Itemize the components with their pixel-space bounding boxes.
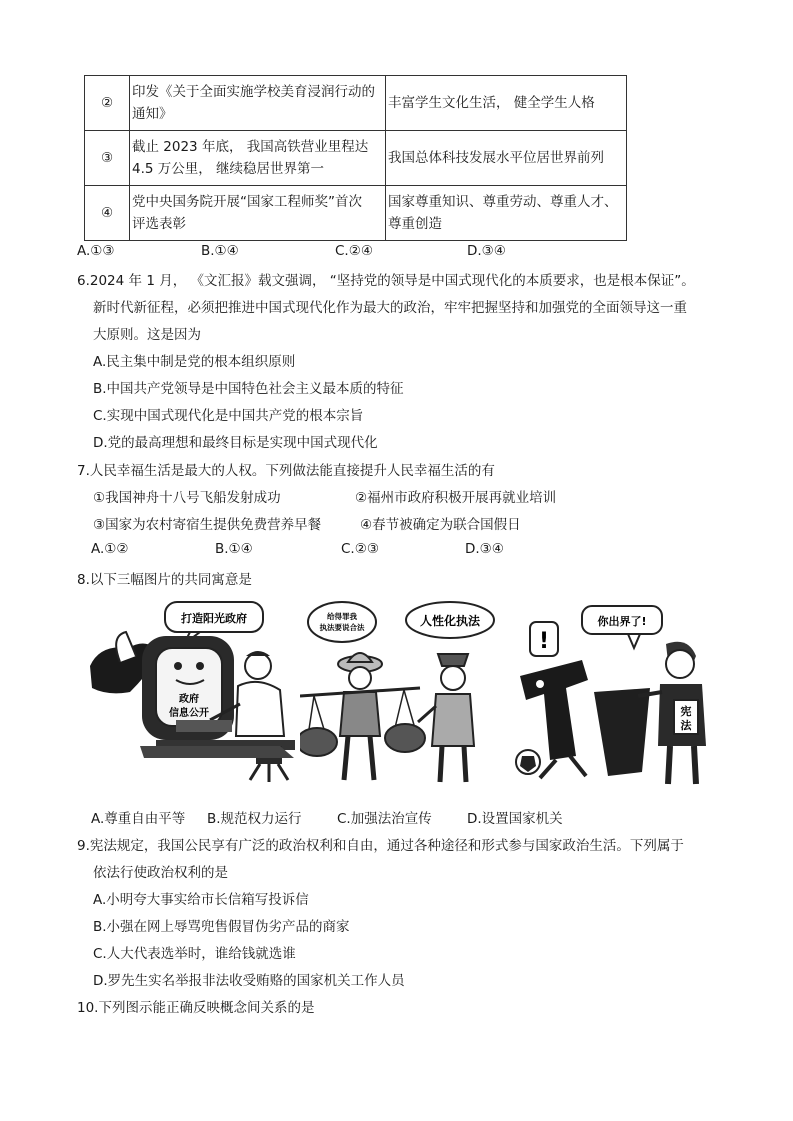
speech-bubble-tail [628, 634, 640, 648]
officer-legs [440, 746, 466, 782]
farmer-head [349, 667, 371, 689]
panel2-left-bubble-line2: 执法要说合法 [319, 623, 365, 632]
q6-option-a: A.民主集中制是党的根本组织原则 [93, 354, 296, 370]
q9-option-b: B.小强在网上辱骂兜售假冒伪劣产品的商家 [93, 919, 350, 935]
q7-option-c: C.②③ [341, 541, 379, 557]
q5-option-c: C.②④ [335, 243, 373, 259]
q7-item-3: ③国家为农村寄宿生提供免费营养早餐 [93, 517, 322, 533]
q5-option-d: D.③④ [467, 243, 506, 259]
q7-item-2: ②福州市政府积极开展再就业培训 [355, 490, 557, 506]
q8-option-a: A.尊重自由平等 [91, 811, 186, 827]
farmer-hat-crown [348, 653, 372, 662]
panel3-exclaim: ! [538, 629, 550, 654]
farmer-body [340, 692, 380, 736]
person-head [245, 653, 271, 679]
officer-head [441, 666, 465, 690]
referee-head [666, 650, 694, 678]
q6-option-b: B.中国共产党领导是中国特色社会主义最本质的特征 [93, 381, 404, 397]
letter-t-character [520, 660, 588, 760]
screen-eye-right [196, 662, 204, 670]
q7-item-1: ①我国神舟十八号飞船发射成功 [93, 490, 281, 506]
q8-stem: 8.以下三幅图片的共同寓意是 [77, 572, 252, 588]
row-number: ③ [85, 131, 130, 186]
q6-option-d: D.党的最高理想和最终目标是实现中国式现代化 [93, 435, 378, 451]
q9-option-c: C.人大代表选举时，谁给钱就选谁 [93, 946, 296, 962]
q5-option-a: A.①③ [77, 243, 115, 259]
person-body [236, 682, 284, 736]
table-row [85, 131, 627, 186]
panel3-badge-line1: 宪 [680, 705, 692, 718]
q9-option-d: D.罗先生实名举报非法收受贿赂的国家机关工作人员 [93, 973, 405, 989]
meaning-cell: 丰富学生文化生活， 健全学生人格 [386, 76, 627, 131]
screen-eye-left [174, 662, 182, 670]
fruit-basket-right [385, 724, 425, 752]
answer-table [84, 75, 627, 241]
character-eye [536, 680, 544, 688]
keyboard [176, 720, 232, 732]
cartoon-government-info-panel [80, 596, 295, 788]
q7-item-4: ④春节被确定为联合国假日 [360, 517, 521, 533]
q6-stem-line2: 新时代新征程，必须把推进中国式现代化作为最大的政治，牢牢把握坚持和加强党的全面领导这一重 [93, 300, 687, 316]
table-row [85, 186, 627, 241]
q8-option-b: B.规范权力运行 [207, 811, 302, 827]
character-legs [540, 756, 586, 778]
speech-bubble-left [308, 602, 376, 642]
q7-option-a: A.①② [91, 541, 129, 557]
cartoon-law-enforcement-panel [300, 596, 500, 788]
q8-option-d: D.设置国家机关 [467, 811, 563, 827]
q5-option-b: B.①④ [201, 243, 239, 259]
q6-option-c: C.实现中国式现代化是中国共产党的根本宗旨 [93, 408, 364, 424]
panel1-screen-line1: 政府 [179, 694, 199, 705]
officer-body [432, 694, 474, 746]
q9-option-a: A.小明夸大事实给市长信箱写投诉信 [93, 892, 309, 908]
penalty-card [594, 688, 650, 776]
q9-stem-line2: 依法行使政治权利的是 [93, 865, 228, 881]
panel3-bubble-text: 你出界了! [597, 615, 647, 628]
q7-option-d: D.③④ [465, 541, 504, 557]
referee-legs [668, 746, 696, 784]
chair-legs [250, 764, 288, 782]
fruit-basket-left [300, 728, 337, 756]
panel1-screen-line2: 信息公开 [169, 708, 209, 719]
q8-option-c: C.加强法治宣传 [337, 811, 432, 827]
event-cell: 截止 2023 年底， 我国高铁营业里程达 4.5 万公里， 继续稳居世界第一 [130, 131, 386, 186]
q10-stem: 10.下列图示能正确反映概念间关系的是 [77, 1000, 315, 1016]
row-number: ② [85, 76, 130, 131]
meaning-cell: 我国总体科技发展水平位居世界前列 [386, 131, 627, 186]
q6-stem-line1: 6.2024 年 1 月， 《文汇报》载文强调， “坚持党的领导是中国式现代化的本质要求，也是根本保证”。 [77, 273, 695, 289]
cartoon-constitution-referee-panel [510, 596, 720, 788]
person-hair [246, 651, 270, 656]
q9-stem-line1: 9.宪法规定，我国公民享有广泛的政治权利和自由，通过各种途径和形式参与国家政治生活。下列属于 [77, 838, 684, 854]
officer-cap [438, 654, 468, 666]
meaning-cell: 国家尊重知识、尊重劳动、尊重人才、 尊重创造 [386, 186, 627, 241]
panel2-right-bubble-text: 人性化执法 [419, 614, 481, 628]
q6-stem-line3: 大原则。这是因为 [93, 327, 201, 343]
q7-stem: 7.人民幸福生活是最大的人权。下列做法能直接提升人民幸福生活的有 [77, 463, 495, 479]
desk-shadow [140, 746, 294, 758]
panel3-badge-line2: 法 [680, 719, 692, 732]
panel2-left-bubble-line1: 给得罪我 [327, 612, 357, 621]
event-cell: 党中央国务院开展“国家工程师奖”首次 评选表彰 [130, 186, 386, 241]
event-cell: 印发《关于全面实施学校美育浸润行动的 通知》 [130, 76, 386, 131]
row-number: ④ [85, 186, 130, 241]
panel1-bubble-text: 打造阳光政府 [181, 612, 247, 625]
farmer-legs [344, 736, 374, 780]
q7-option-b: B.①④ [215, 541, 253, 557]
table-row [85, 76, 627, 131]
